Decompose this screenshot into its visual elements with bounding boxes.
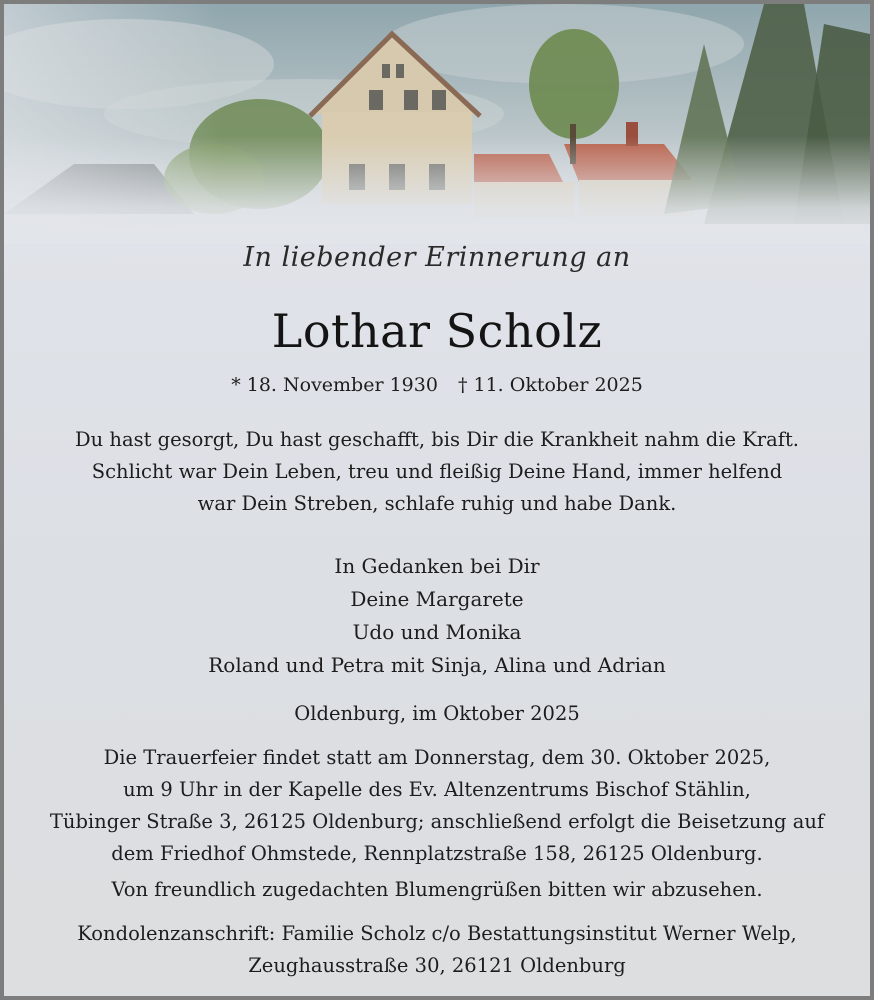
condolence-line: Kondolenzanschrift: Familie Scholz c/o Bestattungsinstitut Werner Welp, — [77, 922, 797, 945]
obituary-text — [4, 4, 870, 996]
verse-line: Schlicht war Dein Leben, treu und fleißig Deine Hand, immer helfend — [91, 460, 783, 483]
service-line: Die Trauerfeier findet statt am Donnerstag, dem 30. Oktober 2025, — [103, 746, 771, 769]
obituary-card — [4, 4, 870, 996]
condolence-line: Zeughausstraße 30, 26121 Oldenburg — [248, 954, 626, 977]
service-line: dem Friedhof Ohmstede, Rennplatzstraße 158, 26125 Oldenburg. — [111, 842, 763, 865]
place-and-date: Oldenburg, im Oktober 2025 — [294, 702, 580, 725]
verse-line: war Dein Streben, schlafe ruhig und habe Dank. — [197, 492, 677, 515]
mourners-line: Udo und Monika — [352, 620, 522, 644]
life-dates — [4, 374, 870, 396]
mourners-line: Roland und Petra mit Sinja, Alina und Adrian — [208, 653, 666, 677]
condolence-address — [4, 918, 870, 982]
deceased-name: Lothar Scholz — [271, 304, 603, 358]
mourners-line: In Gedanken bei Dir — [334, 554, 540, 578]
mourners-line: Deine Margarete — [350, 587, 524, 611]
mourners-list — [4, 550, 870, 682]
service-line: Tübinger Straße 3, 26125 Oldenburg; anschließend erfolgt die Beisetzung auf — [49, 810, 825, 833]
flowers-note: Von freundlich zugedachten Blumengrüßen bitten wir abzusehen. — [111, 878, 763, 901]
birth-date: * 18. November 1930 — [231, 374, 438, 396]
intro-script-line: In liebender Erinnerung an — [243, 242, 631, 273]
death-date: † 11. Oktober 2025 — [457, 374, 643, 396]
verse-line: Du hast gesorgt, Du hast geschafft, bis Dir die Krankheit nahm die Kraft. — [75, 428, 799, 451]
funeral-service-info — [4, 742, 870, 870]
memorial-verse — [4, 424, 870, 520]
service-line: um 9 Uhr in der Kapelle des Ev. Altenzentrums Bischof Stählin, — [123, 778, 751, 801]
